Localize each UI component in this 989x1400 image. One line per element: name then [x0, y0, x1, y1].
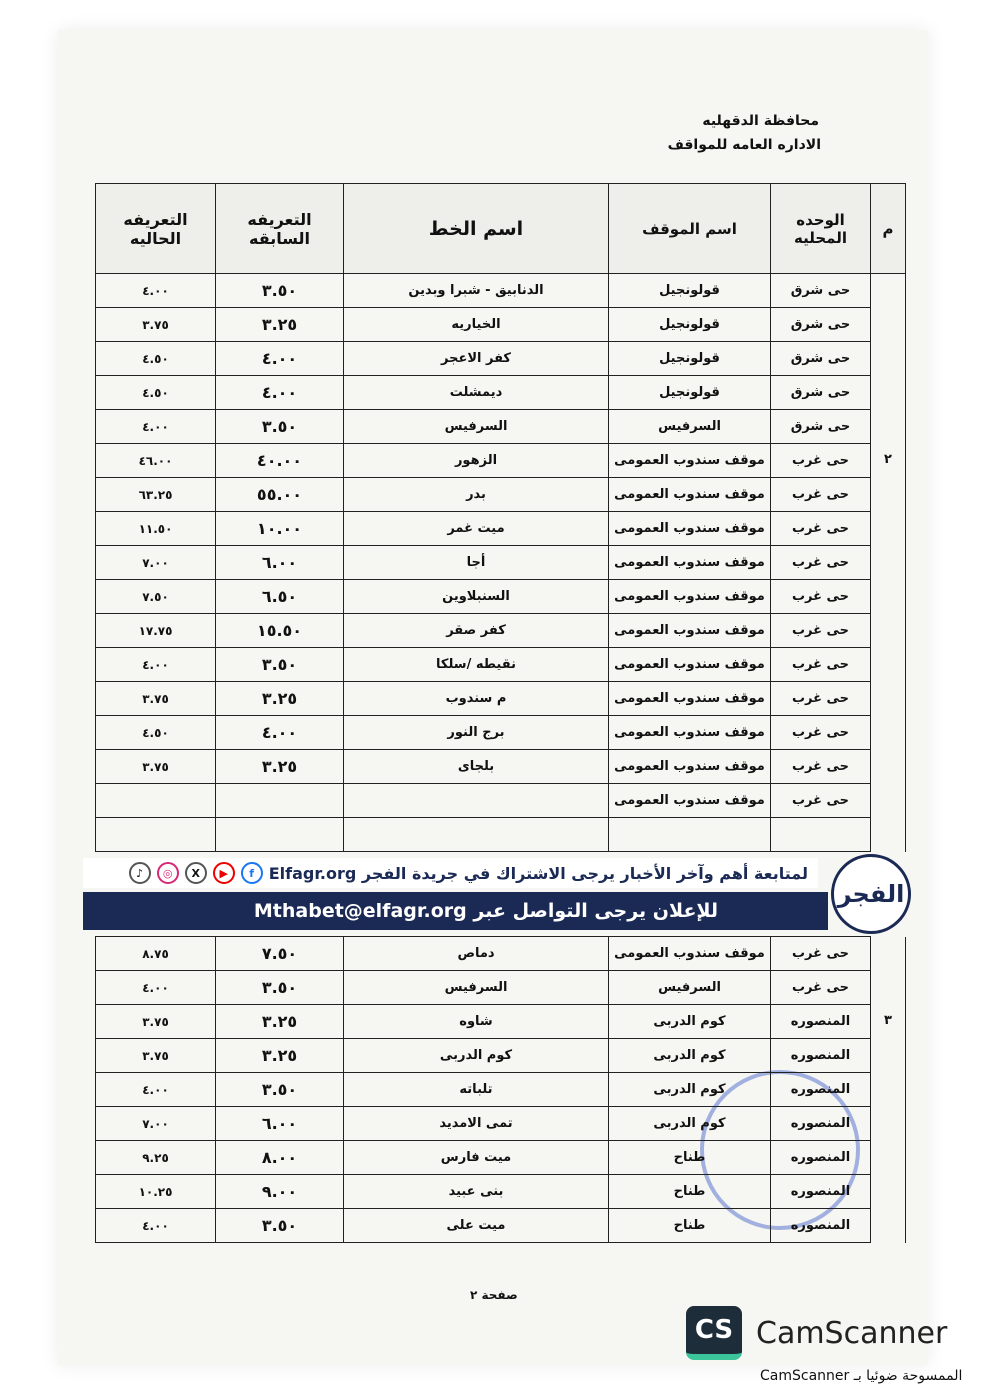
cell-unit: حى غرب [771, 750, 871, 784]
cell-previous: ٤.٠٠ [216, 342, 344, 376]
cell-unit: حى غرب [771, 478, 871, 512]
col-previous: التعريفه السابقه [216, 184, 344, 274]
cell-previous [216, 784, 344, 818]
cell-current: ٤.٠٠ [96, 648, 216, 682]
cell-m [871, 937, 906, 971]
cell-previous: ٣.٥٠ [216, 971, 344, 1005]
cell-previous: ٣.٥٠ [216, 410, 344, 444]
cell-station: موقف سندوب العمومى [609, 546, 771, 580]
logo-text: الفجر [837, 880, 905, 908]
cell-station: موقف سندوب العمومى [609, 784, 771, 818]
cell-unit: حى غرب [771, 682, 871, 716]
cell-unit: حى غرب [771, 784, 871, 818]
cell-line [344, 818, 609, 852]
table-row [96, 478, 906, 512]
cell-unit: المنصوره [771, 1209, 871, 1243]
cell-station: موقف سندوب العمومى [609, 512, 771, 546]
table-row [96, 342, 906, 376]
cell-line: بلجاى [344, 750, 609, 784]
table-row [96, 1141, 906, 1175]
cell-line: كفر صقر [344, 614, 609, 648]
cell-current: ٤.٠٠ [96, 1209, 216, 1243]
camscanner-name: CamScanner [756, 1315, 948, 1351]
cell-line: برج النور [344, 716, 609, 750]
table-row [96, 1073, 906, 1107]
col-unit: الوحده المحليه [771, 184, 871, 274]
cell-unit: حى غرب [771, 614, 871, 648]
table-row [96, 1209, 906, 1243]
cell-previous: ٦.٥٠ [216, 580, 344, 614]
table-row [96, 750, 906, 784]
cell-station: موقف سندوب العمومى [609, 614, 771, 648]
cell-station: السرفيس [609, 410, 771, 444]
cell-m [871, 1107, 906, 1141]
cell-unit: حى غرب [771, 580, 871, 614]
cell-unit [771, 818, 871, 852]
cell-m [871, 342, 906, 376]
cell-current: ٨.٧٥ [96, 937, 216, 971]
follow-banner[interactable] [83, 858, 818, 888]
cell-line: ميت غمر [344, 512, 609, 546]
cell-station: طناح [609, 1175, 771, 1209]
elfagr-banner [83, 854, 913, 934]
cell-previous [216, 818, 344, 852]
cell-line: السرفيس [344, 971, 609, 1005]
cell-current: ٤.٠٠ [96, 971, 216, 1005]
cell-unit: حى شرق [771, 376, 871, 410]
cell-current: ٤.٥٠ [96, 716, 216, 750]
cell-line: دماص [344, 937, 609, 971]
x-icon[interactable]: X [185, 862, 207, 884]
cell-current: ١٠.٢٥ [96, 1175, 216, 1209]
cell-m [871, 1073, 906, 1107]
cell-line: بدر [344, 478, 609, 512]
cell-previous: ٤.٠٠ [216, 376, 344, 410]
cell-previous: ٣.٢٥ [216, 1005, 344, 1039]
cell-current: ٣.٧٥ [96, 1005, 216, 1039]
cell-current: ١١.٥٠ [96, 512, 216, 546]
cell-current: ٤.٠٠ [96, 274, 216, 308]
cell-current: ٧.٥٠ [96, 580, 216, 614]
cell-m [871, 478, 906, 512]
cell-m [871, 512, 906, 546]
cell-station: قولونجيل [609, 342, 771, 376]
cell-previous: ٣.٥٠ [216, 1073, 344, 1107]
cell-station: كوم الدربى [609, 1073, 771, 1107]
cell-m [871, 580, 906, 614]
cell-line: كوم الدربى [344, 1039, 609, 1073]
cell-previous: ٣.٥٠ [216, 274, 344, 308]
col-line: اسم الخط [344, 184, 609, 274]
cell-unit: المنصوره [771, 1107, 871, 1141]
cell-current: ٤.٥٠ [96, 342, 216, 376]
cell-previous: ٣.٢٥ [216, 682, 344, 716]
table-row [96, 512, 906, 546]
cell-line: الدنابيق - شبرا وبدين [344, 274, 609, 308]
cell-station: موقف سندوب العمومى [609, 580, 771, 614]
cell-line: السرفيس [344, 410, 609, 444]
cell-line: شاوه [344, 1005, 609, 1039]
cell-m [871, 818, 906, 852]
cell-m [871, 546, 906, 580]
cell-previous: ٣.٢٥ [216, 1039, 344, 1073]
table-row [96, 784, 906, 818]
cell-m [871, 648, 906, 682]
cell-previous: ٥٥.٠٠ [216, 478, 344, 512]
cell-current: ٦٣.٢٥ [96, 478, 216, 512]
table-row [96, 1175, 906, 1209]
cell-station [609, 818, 771, 852]
cell-line: تمى الامديد [344, 1107, 609, 1141]
cell-previous: ١٠.٠٠ [216, 512, 344, 546]
cell-m [871, 750, 906, 784]
cell-m [871, 682, 906, 716]
cell-m: ٢ [871, 444, 906, 478]
table-area [95, 183, 905, 1243]
cell-line: ميت على [344, 1209, 609, 1243]
page-number: صفحة ٢ [470, 1288, 518, 1302]
cell-unit: حى شرق [771, 410, 871, 444]
ad-banner[interactable] [83, 892, 828, 930]
cell-previous: ٣.٥٠ [216, 648, 344, 682]
governorate-title: محافظة الدقهليه [702, 113, 819, 129]
cell-line: الزهور [344, 444, 609, 478]
cell-station: موقف سندوب العمومى [609, 648, 771, 682]
cell-station: موقف سندوب العمومى [609, 478, 771, 512]
cell-current: ٣.٧٥ [96, 682, 216, 716]
table-row [96, 716, 906, 750]
cell-current: ٤٦.٠٠ [96, 444, 216, 478]
cell-unit: المنصوره [771, 1141, 871, 1175]
cell-unit: المنصوره [771, 1073, 871, 1107]
cell-previous: ٤.٠٠ [216, 716, 344, 750]
cell-line: ميت فارس [344, 1141, 609, 1175]
table-row [96, 1005, 906, 1039]
table-row [96, 1039, 906, 1073]
cell-station: موقف سندوب العمومى [609, 750, 771, 784]
cell-previous: ٧.٥٠ [216, 937, 344, 971]
cell-m [871, 971, 906, 1005]
cell-station: موقف سندوب العمومى [609, 444, 771, 478]
cell-current: ٤.٥٠ [96, 376, 216, 410]
cell-line [344, 784, 609, 818]
table-row [96, 971, 906, 1005]
cell-current: ٣.٧٥ [96, 308, 216, 342]
cell-unit: حى غرب [771, 716, 871, 750]
cell-unit: حى غرب [771, 512, 871, 546]
cell-m [871, 308, 906, 342]
cell-unit: حى غرب [771, 937, 871, 971]
cell-current: ٧.٠٠ [96, 546, 216, 580]
ad-text: للإعلان يرجى التواصل عبر Mthabet@elfagr.org [253, 900, 718, 922]
table-row [96, 614, 906, 648]
cell-previous: ٨.٠٠ [216, 1141, 344, 1175]
cell-unit: حى غرب [771, 444, 871, 478]
tiktok-icon[interactable]: ♪ [129, 862, 151, 884]
col-m: م [871, 184, 906, 274]
cell-station: السرفيس [609, 971, 771, 1005]
cell-current: ٣.٧٥ [96, 1039, 216, 1073]
scanned-by-text: الممسوحة ضوئيا بـ CamScanner [760, 1368, 963, 1384]
cell-station: كوم الدربى [609, 1005, 771, 1039]
cell-line: الخياريه [344, 308, 609, 342]
cell-m [871, 1039, 906, 1073]
cell-m [871, 1175, 906, 1209]
cell-m [871, 614, 906, 648]
youtube-icon[interactable]: ▶ [213, 862, 235, 884]
table-row [96, 682, 906, 716]
cell-previous: ٣.٥٠ [216, 1209, 344, 1243]
cell-line: نقيطه /سلكا [344, 648, 609, 682]
cell-current: ٩.٢٥ [96, 1141, 216, 1175]
cell-station: قولونجيل [609, 376, 771, 410]
cell-station: كوم الدربى [609, 1107, 771, 1141]
table-row [96, 546, 906, 580]
table-row [96, 444, 906, 478]
cell-previous: ٦.٠٠ [216, 546, 344, 580]
cell-current: ٣.٧٥ [96, 750, 216, 784]
cell-current: ١٧.٧٥ [96, 614, 216, 648]
camscanner-logo-icon: CS [686, 1306, 742, 1360]
cell-m [871, 274, 906, 308]
table-row [96, 274, 906, 308]
table-row [96, 648, 906, 682]
cell-previous: ٤٠.٠٠ [216, 444, 344, 478]
cell-m [871, 1209, 906, 1243]
follow-text: لمتابعة أهم وآخر الأخبار يرجى الاشتراك في جريدة الفجر Elfagr.org [268, 863, 808, 883]
cell-unit: حى شرق [771, 308, 871, 342]
cell-unit: حى غرب [771, 546, 871, 580]
cell-station: طناح [609, 1209, 771, 1243]
table-row [96, 376, 906, 410]
cell-previous: ٣.٢٥ [216, 308, 344, 342]
cell-unit: حى شرق [771, 274, 871, 308]
tariff-table-continued [95, 936, 906, 1243]
cell-previous: ٦.٠٠ [216, 1107, 344, 1141]
cell-line: م سندوب [344, 682, 609, 716]
table-row [96, 818, 906, 852]
cell-previous: ٣.٢٥ [216, 750, 344, 784]
cell-m [871, 410, 906, 444]
camscanner-watermark [686, 1306, 947, 1360]
cell-line: بنى عبيد [344, 1175, 609, 1209]
cell-current [96, 784, 216, 818]
cell-line: السنبلاوين [344, 580, 609, 614]
cell-current [96, 818, 216, 852]
cell-m [871, 376, 906, 410]
cell-previous: ١٥.٥٠ [216, 614, 344, 648]
cell-m: ٣ [871, 1005, 906, 1039]
department-title: الاداره العامه للمواقف [667, 137, 821, 153]
instagram-icon[interactable]: ◎ [157, 862, 179, 884]
cell-current: ٤.٠٠ [96, 410, 216, 444]
cell-unit: حى غرب [771, 971, 871, 1005]
cell-m [871, 1141, 906, 1175]
cell-line: أجا [344, 546, 609, 580]
cell-unit: حى شرق [771, 342, 871, 376]
col-current: التعريفه الحاليه [96, 184, 216, 274]
cell-line: تلباته [344, 1073, 609, 1107]
cell-station: قولونجيل [609, 308, 771, 342]
cell-m [871, 716, 906, 750]
cell-unit: المنصوره [771, 1039, 871, 1073]
elfagr-logo [831, 854, 911, 934]
cell-current: ٤.٠٠ [96, 1073, 216, 1107]
tariff-table [95, 183, 906, 852]
cell-unit: المنصوره [771, 1175, 871, 1209]
cell-station: كوم الدربى [609, 1039, 771, 1073]
cell-station: موقف سندوب العمومى [609, 682, 771, 716]
facebook-icon[interactable]: f [241, 862, 263, 884]
table-row [96, 1107, 906, 1141]
cell-line: ديمشلت [344, 376, 609, 410]
col-station: اسم الموقف [609, 184, 771, 274]
cell-line: كفر الاعجر [344, 342, 609, 376]
cell-station: طناح [609, 1141, 771, 1175]
cell-m [871, 784, 906, 818]
cell-unit: المنصوره [771, 1005, 871, 1039]
cell-unit: حى غرب [771, 648, 871, 682]
cell-current: ٧.٠٠ [96, 1107, 216, 1141]
table-row [96, 580, 906, 614]
table-row [96, 937, 906, 971]
table-row [96, 308, 906, 342]
cell-previous: ٩.٠٠ [216, 1175, 344, 1209]
cell-station: قولونجيل [609, 274, 771, 308]
cell-station: موقف سندوب العمومى [609, 716, 771, 750]
cell-station: موقف سندوب العمومى [609, 937, 771, 971]
table-row [96, 410, 906, 444]
